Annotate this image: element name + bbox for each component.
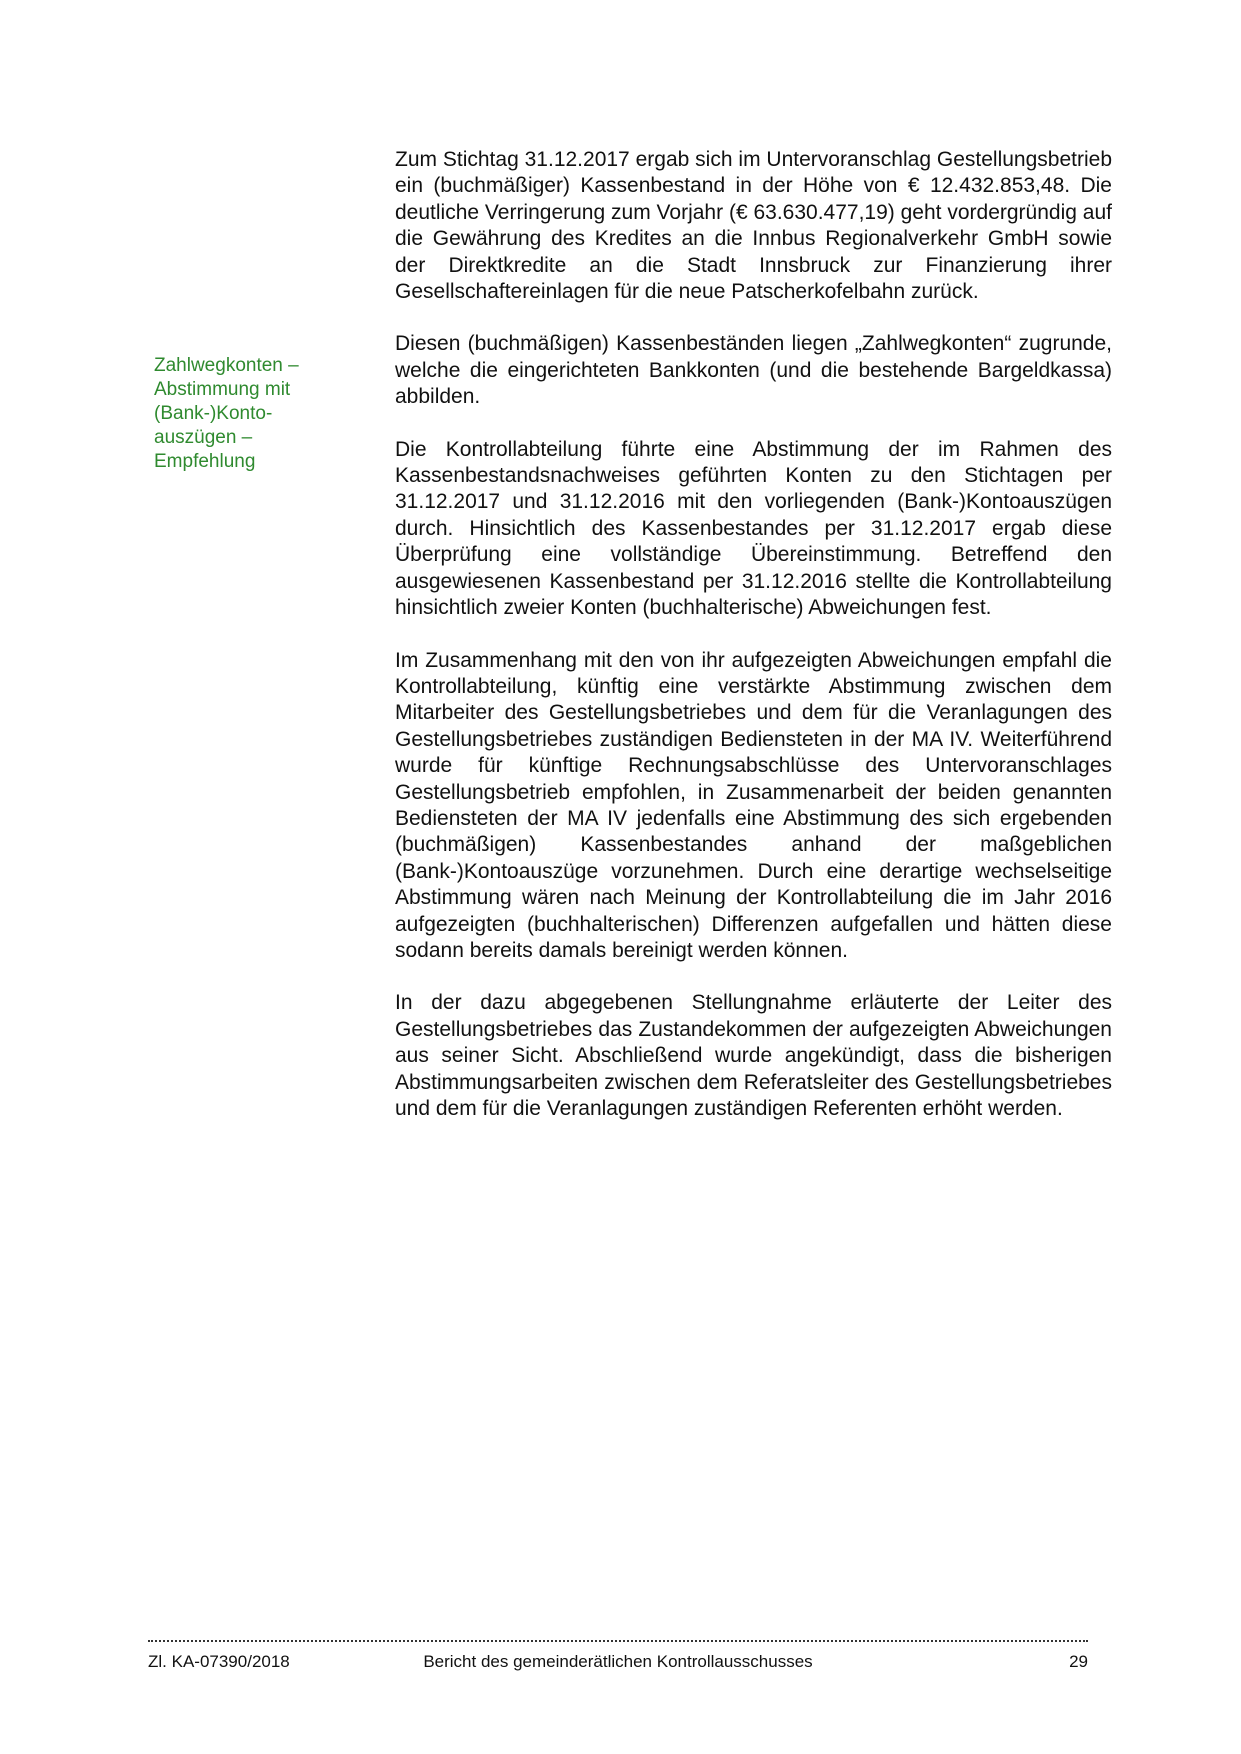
paragraph-payment-accounts: Diesen (buchmäßigen) Kassenbeständen liegen „Zahlwegkonten“ zugrunde, welche die eingerichteten Bankkonten (und die bestehende Bargeldkassa) abbilden. (395, 332, 1112, 409)
margin-note-line: Empfehlung (154, 451, 256, 472)
margin-note-line: Abstimmung mit (154, 379, 291, 400)
margin-note (154, 354, 354, 474)
page-number: 29 (1069, 1652, 1088, 1671)
paragraph-statement: In der dazu abgegebenen Stellungnahme erläuterte der Leiter des Gestellungsbetriebes das Zustandekommen der aufgezeigten Abweichungen aus seiner Sicht. Abschließend wurde angekündigt, dass die bisherigen Abstimmungsarbeiten zwischen dem Referatsleiter des Gestellungsbetriebes und dem für die Veranlagungen zuständigen Referenten erhöht werden. (395, 991, 1112, 1120)
paragraph-recommendation: Im Zusammenhang mit den von ihr aufgezeigten Abweichungen empfahl die Kontrollabteilung, künftig eine verstärkte Abstimmung zwischen dem Mitarbeiter des Gestellungsbetriebes und dem für die Veranlagungen des Gestellungsbetriebes zuständigen Bediensteten in der MA IV. Weiterführend wurde für künftige Rechnungsabschlüsse des Untervoranschlages Gestellungsbetrieb empfohlen, in Zusammenarbeit der beiden genannten Bediensteten der MA IV jedenfalls eine Abstimmung des sich ergebenden (buchmäßigen) Kassenbestandes anhand der maßgeblichen (Bank-)Kontoauszüge vorzunehmen. Durch eine derartige wechselseitige Abstimmung wären nach Meinung der Kontrollabteilung die im Jahr 2016 aufgezeigten (buchhalterischen) Differenzen aufgefallen und hätten diese sodann bereits damals bereinigt werden können. (395, 648, 1112, 962)
footer-reference: Zl. KA-07390/2018 (148, 1652, 290, 1671)
margin-note-line: Zahlwegkonten – (154, 355, 299, 376)
margin-note-line: auszügen – (154, 427, 253, 448)
paragraph-reconciliation: Die Kontrollabteilung führte eine Abstimmung der im Rahmen des Kassenbestandsnachweises geführten Konten zu den Stichtagen per 31.12.2017 und 31.12.2016 mit den vorliegenden (Bank-)Kontoauszügen durch. Hinsichtlich des Kassenbestandes per 31.12.2017 ergab diese Überprüfung eine vollständige Übereinstimmung. Betreffend den ausgewiesenen Kassenbestand per 31.12.2016 stellte die Kontrollabteilung hinsichtlich zweier Konten (buchhalterische) Abweichungen fest. (395, 437, 1112, 620)
main-text-column (395, 147, 1112, 1148)
margin-note-line: (Bank-)Konto- (154, 403, 273, 424)
paragraph-cash-balance: Zum Stichtag 31.12.2017 ergab sich im Untervoranschlag Gestellungsbetrieb ein (buchmäßiger) Kassenbestand in der Höhe von € 12.432.853,48. Die deutliche Verringerung zum Vorjahr (€ 63.630.477,19) geht vordergründig auf die Gewährung des Kredites an die Innbus Regionalverkehr GmbH sowie der Direktkredite an die Stadt Innsbruck zur Finanzierung ihrer Gesellschaftereinlagen für die neue Patscherkofelbahn zurück. (395, 148, 1112, 304)
footer-title: Bericht des gemeinderätlichen Kontrollausschusses (423, 1652, 813, 1671)
page-footer (148, 1650, 1088, 1674)
footer-divider (148, 1640, 1088, 1642)
